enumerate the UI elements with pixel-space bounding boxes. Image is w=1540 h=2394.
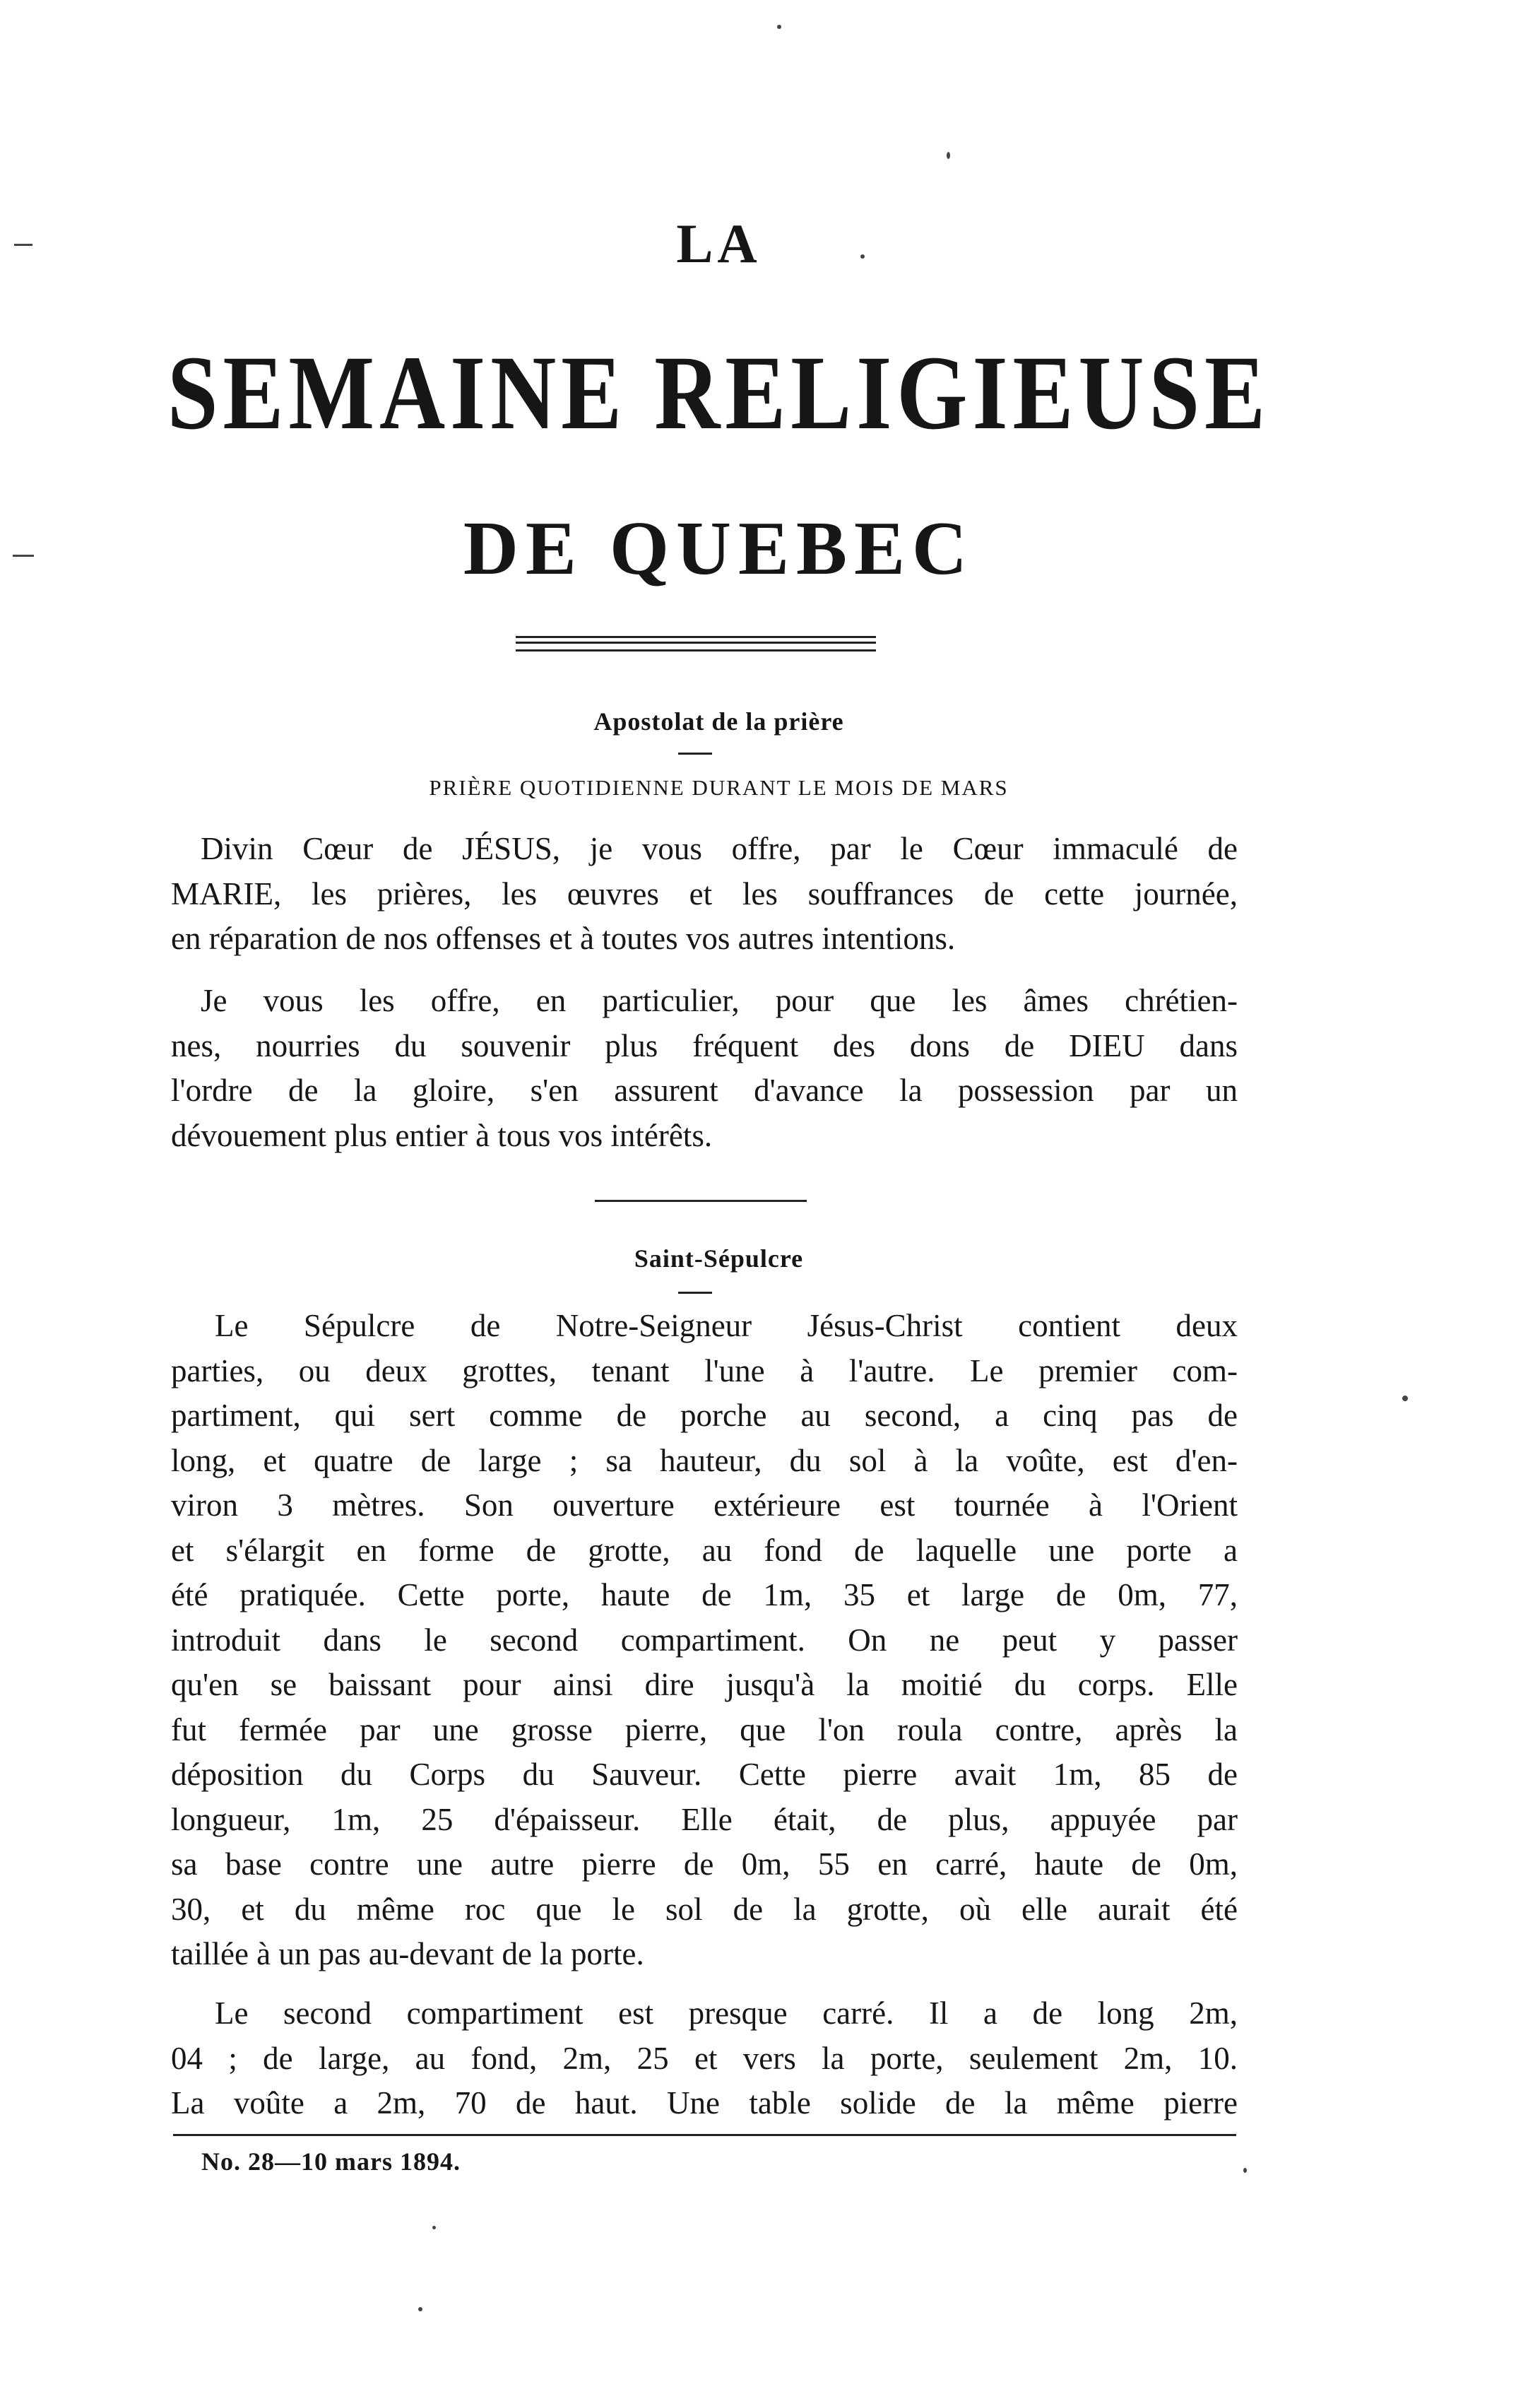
text-line: Le second compartiment est presque carré. Il a de long 2m, [215, 1995, 1238, 2031]
text-line: fut fermée par une grosse pierre, que l'on roula contre, après la [171, 1711, 1238, 1747]
masthead-double-rule [516, 636, 876, 651]
issue-number: No. 28—10 mars 1894. [201, 2147, 461, 2176]
text-line: partiment, qui sert comme de porche au second, a cinq pas de [171, 1398, 1238, 1433]
heading-dash [678, 1292, 712, 1294]
paragraph-priere-1 [171, 827, 1238, 962]
text-line: déposition du Corps du Sauveur. Cette pierre avait 1m, 85 de [171, 1757, 1238, 1792]
scan-speck [432, 2226, 436, 2229]
text-line: nes, nourries du souvenir plus fréquent des dons de DIEU dans [171, 1027, 1238, 1063]
scan-speck [418, 2307, 422, 2311]
text-line: Le Sépulcre de Notre-Seigneur Jésus-Christ contient deux [215, 1308, 1238, 1343]
text-line: sa base contre une autre pierre de 0m, 55 en carré, haute de 0m, [171, 1846, 1238, 1882]
paragraph-sepulcre-1 [171, 1304, 1238, 1977]
section-heading-apostolat: Apostolat de la prière [593, 707, 844, 736]
paragraph-sepulcre-2 [171, 1991, 1238, 2126]
text-line: taillée à un pas au-devant de la porte. [171, 1936, 644, 1971]
text-line: et s'élargit en forme de grotte, au fond de laquelle une porte a [171, 1532, 1238, 1568]
text-line: en réparation de nos offenses et à toutes vos autres intentions. [171, 921, 956, 956]
masthead-title: SEMAINE RELIGIEUSE [167, 334, 1271, 452]
section-subheading-priere: PRIÈRE QUOTIDIENNE DURANT LE MOIS DE MARS [429, 775, 1009, 800]
text-line: Divin Cœur de JÉSUS, je vous offre, par le Cœur immaculé de [201, 831, 1238, 866]
heading-dash [678, 753, 712, 755]
text-line: MARIE, les prières, les œuvres et les souffrances de cette journée, [171, 875, 1238, 912]
text-line: long, et quatre de large ; sa hauteur, du sol à la voûte, est d'en- [171, 1442, 1238, 1478]
scan-speck [947, 152, 950, 159]
masthead-subtitle: DE QUEBEC [463, 507, 975, 591]
text-line: qu'en se baissant pour ainsi dire jusqu'à la moitié du corps. Elle [171, 1667, 1238, 1702]
text-line: dévouement plus entier à tous vos intérêts. [171, 1117, 713, 1153]
text-line: Je vous les offre, en particulier, pour que les âmes chrétien- [201, 983, 1238, 1018]
text-line: La voûte a 2m, 70 de haut. Une table solide de la même pierre [171, 2085, 1238, 2121]
text-line: été pratiquée. Cette porte, haute de 1m, 35 et large de 0m, 77, [171, 1577, 1238, 1612]
scan-speck [777, 25, 781, 29]
section-heading-saint-sepulcre: Saint-Sépulcre [634, 1244, 804, 1273]
text-line: l'ordre de la gloire, s'en assurent d'avance la possession par un [171, 1073, 1238, 1108]
scan-speck [860, 254, 865, 259]
text-line: viron 3 mètres. Son ouverture extérieure est tournée à l'Orient [171, 1487, 1238, 1523]
text-line: longueur, 1m, 25 d'épaisseur. Elle était, de plus, appuyée par [171, 1801, 1238, 1837]
scan-speck [1243, 2168, 1247, 2173]
text-line: 30, et du même roc que le sol de la grotte, où elle aurait été [171, 1891, 1238, 1927]
text-line: parties, ou deux grottes, tenant l'une à l'autre. Le premier com- [171, 1352, 1238, 1388]
text-line: introduit dans le second compartiment. On ne peut y passer [171, 1622, 1238, 1658]
scan-speck [13, 555, 34, 557]
text-line: 04 ; de large, au fond, 2m, 25 et vers la porte, seulement 2m, 10. [171, 2040, 1238, 2076]
scan-speck [14, 244, 32, 246]
masthead-la: LA [676, 213, 762, 274]
footer-rule [173, 2134, 1236, 2136]
scan-speck [1402, 1396, 1408, 1401]
section-divider-rule [595, 1200, 807, 1202]
paragraph-priere-2 [171, 979, 1238, 1158]
